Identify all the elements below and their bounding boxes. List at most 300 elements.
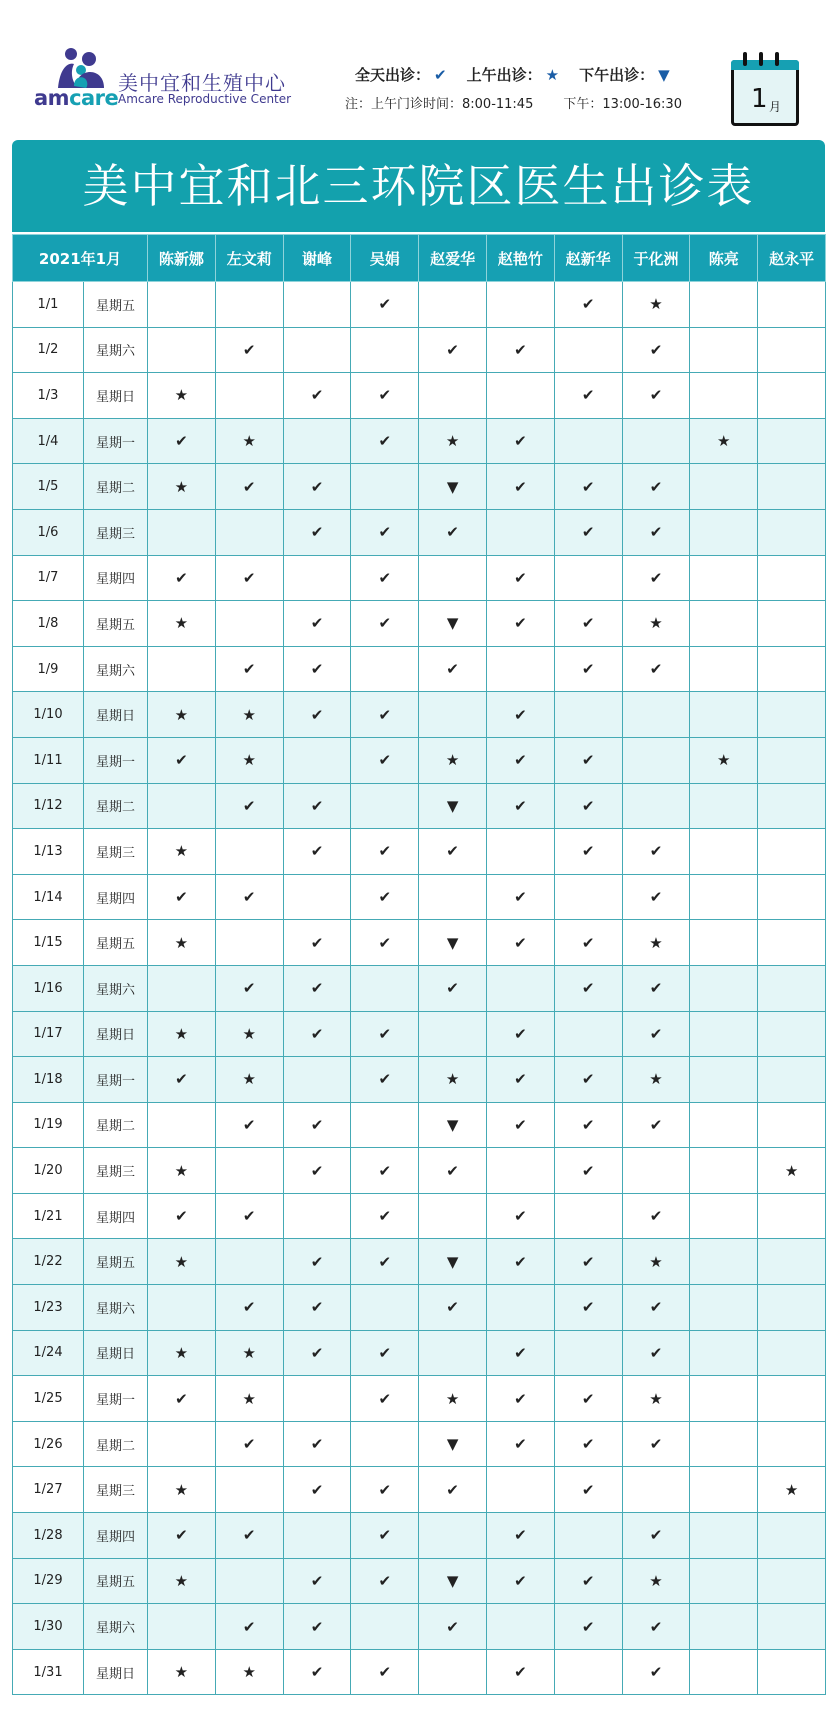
table-row bbox=[13, 1011, 826, 1057]
schedule-cell: ✔ bbox=[622, 1193, 690, 1239]
schedule-cell bbox=[215, 1148, 283, 1194]
schedule-cell bbox=[419, 1193, 487, 1239]
schedule-cell bbox=[486, 1285, 554, 1331]
date-cell: 1/22 bbox=[13, 1239, 84, 1285]
schedule-cell: ✔ bbox=[351, 555, 419, 601]
schedule-cell: ✔ bbox=[351, 1011, 419, 1057]
table-row bbox=[13, 1285, 826, 1331]
date-cell: 1/25 bbox=[13, 1376, 84, 1422]
date-cell: 1/11 bbox=[13, 737, 84, 783]
schedule-cell: ★ bbox=[758, 1467, 826, 1513]
table-row bbox=[13, 783, 826, 829]
table-row bbox=[13, 1558, 826, 1604]
schedule-cell: ★ bbox=[148, 692, 216, 738]
schedule-cell: ✔ bbox=[148, 555, 216, 601]
schedule-cell bbox=[283, 555, 351, 601]
schedule-cell bbox=[758, 1011, 826, 1057]
schedule-cell bbox=[690, 1558, 758, 1604]
schedule-cell bbox=[758, 1285, 826, 1331]
schedule-cell bbox=[148, 1421, 216, 1467]
schedule-cell: ✔ bbox=[215, 1421, 283, 1467]
schedule-cell: ✔ bbox=[554, 1057, 622, 1103]
weekday-cell: 星期一 bbox=[84, 1376, 148, 1422]
date-cell: 1/13 bbox=[13, 829, 84, 875]
schedule-cell: ★ bbox=[148, 1649, 216, 1695]
schedule-cell: ▼ bbox=[419, 464, 487, 510]
schedule-cell: ★ bbox=[148, 1239, 216, 1285]
doctor-header: 左文莉 bbox=[215, 235, 283, 282]
schedule-cell: ✔ bbox=[554, 601, 622, 647]
schedule-cell: ✔ bbox=[351, 282, 419, 328]
schedule-cell: ✔ bbox=[215, 646, 283, 692]
schedule-cell: ★ bbox=[148, 920, 216, 966]
schedule-cell bbox=[486, 965, 554, 1011]
table-header-row bbox=[13, 235, 826, 282]
date-cell: 1/1 bbox=[13, 282, 84, 328]
schedule-cell: ✔ bbox=[554, 965, 622, 1011]
schedule-cell: ✔ bbox=[351, 1148, 419, 1194]
weekday-cell: 星期六 bbox=[84, 1285, 148, 1331]
table-row bbox=[13, 646, 826, 692]
schedule-cell bbox=[758, 1604, 826, 1650]
schedule-cell bbox=[148, 783, 216, 829]
doctor-header: 陈亮 bbox=[690, 235, 758, 282]
date-cell: 1/28 bbox=[13, 1513, 84, 1559]
weekday-cell: 星期一 bbox=[84, 737, 148, 783]
schedule-cell bbox=[758, 737, 826, 783]
schedule-cell: ✔ bbox=[419, 1148, 487, 1194]
schedule-cell bbox=[283, 1193, 351, 1239]
schedule-cell: ✔ bbox=[419, 829, 487, 875]
schedule-cell: ✔ bbox=[622, 1649, 690, 1695]
schedule-cell bbox=[148, 1285, 216, 1331]
schedule-cell bbox=[758, 692, 826, 738]
table-row bbox=[13, 555, 826, 601]
schedule-cell: ✔ bbox=[283, 464, 351, 510]
center-name-cn: 美中宜和生殖中心 bbox=[118, 71, 286, 95]
schedule-cell: ✔ bbox=[351, 692, 419, 738]
schedule-cell: ✔ bbox=[351, 418, 419, 464]
schedule-cell bbox=[554, 1513, 622, 1559]
schedule-body bbox=[13, 282, 826, 1695]
schedule-cell bbox=[690, 373, 758, 419]
schedule-cell: ✔ bbox=[215, 874, 283, 920]
table-row bbox=[13, 1649, 826, 1695]
weekday-cell: 星期二 bbox=[84, 783, 148, 829]
schedule-cell: ✔ bbox=[351, 1193, 419, 1239]
schedule-cell bbox=[622, 1148, 690, 1194]
schedule-cell: ✔ bbox=[351, 1558, 419, 1604]
table-row bbox=[13, 1467, 826, 1513]
table-row bbox=[13, 692, 826, 738]
schedule-cell: ✔ bbox=[486, 1239, 554, 1285]
schedule-cell bbox=[690, 601, 758, 647]
schedule-cell: ✔ bbox=[622, 373, 690, 419]
schedule-cell bbox=[690, 783, 758, 829]
schedule-cell: ★ bbox=[148, 373, 216, 419]
date-cell: 1/17 bbox=[13, 1011, 84, 1057]
schedule-cell bbox=[758, 646, 826, 692]
schedule-cell: ✔ bbox=[351, 920, 419, 966]
schedule-cell: ✔ bbox=[283, 920, 351, 966]
schedule-cell: ✔ bbox=[351, 1513, 419, 1559]
schedule-cell: ✔ bbox=[283, 829, 351, 875]
schedule-cell: ✔ bbox=[283, 965, 351, 1011]
weekday-cell: 星期三 bbox=[84, 509, 148, 555]
schedule-cell: ✔ bbox=[554, 783, 622, 829]
schedule-cell bbox=[758, 373, 826, 419]
schedule-cell bbox=[283, 874, 351, 920]
schedule-cell: ✔ bbox=[622, 464, 690, 510]
schedule-cell: ★ bbox=[148, 1558, 216, 1604]
schedule-cell bbox=[622, 1467, 690, 1513]
schedule-cell: ★ bbox=[215, 418, 283, 464]
schedule-cell bbox=[690, 1604, 758, 1650]
schedule-cell bbox=[690, 692, 758, 738]
legend-afternoon-label: 下午出诊： bbox=[579, 66, 655, 84]
schedule-cell: ✔ bbox=[283, 1604, 351, 1650]
schedule-cell: ✔ bbox=[486, 1011, 554, 1057]
schedule-cell bbox=[419, 1330, 487, 1376]
schedule-cell: ✔ bbox=[283, 1102, 351, 1148]
schedule-cell bbox=[351, 1604, 419, 1650]
schedule-cell bbox=[758, 965, 826, 1011]
schedule-cell bbox=[215, 920, 283, 966]
schedule-cell bbox=[622, 418, 690, 464]
schedule-cell: ✔ bbox=[622, 555, 690, 601]
table-row bbox=[13, 601, 826, 647]
schedule-cell: ✔ bbox=[419, 965, 487, 1011]
schedule-cell: ✔ bbox=[351, 509, 419, 555]
family-logo-icon bbox=[54, 46, 112, 90]
weekday-cell: 星期日 bbox=[84, 692, 148, 738]
schedule-cell: ✔ bbox=[215, 1604, 283, 1650]
schedule-cell bbox=[690, 1102, 758, 1148]
schedule-cell bbox=[554, 1193, 622, 1239]
schedule-cell: ✔ bbox=[554, 1285, 622, 1331]
schedule-cell bbox=[758, 1193, 826, 1239]
schedule-cell: ✔ bbox=[554, 829, 622, 875]
schedule-cell bbox=[554, 418, 622, 464]
schedule-cell bbox=[419, 874, 487, 920]
schedule-cell: ✔ bbox=[554, 1467, 622, 1513]
schedule-cell bbox=[419, 1011, 487, 1057]
schedule-cell: ✔ bbox=[283, 1421, 351, 1467]
schedule-cell: ★ bbox=[215, 1330, 283, 1376]
schedule-cell: ✔ bbox=[554, 509, 622, 555]
schedule-cell bbox=[215, 1558, 283, 1604]
schedule-cell bbox=[148, 327, 216, 373]
schedule-cell: ✔ bbox=[486, 1649, 554, 1695]
date-cell: 1/19 bbox=[13, 1102, 84, 1148]
schedule-cell bbox=[419, 692, 487, 738]
schedule-cell bbox=[148, 1102, 216, 1148]
schedule-cell: ✔ bbox=[622, 1604, 690, 1650]
date-cell: 1/7 bbox=[13, 555, 84, 601]
schedule-cell: ✔ bbox=[419, 1604, 487, 1650]
schedule-cell: ★ bbox=[622, 1558, 690, 1604]
schedule-cell bbox=[148, 282, 216, 328]
schedule-cell: ✔ bbox=[148, 874, 216, 920]
morning-hours: 注：上午门诊时间：8:00-11:45 bbox=[345, 97, 534, 112]
table-row bbox=[13, 829, 826, 875]
afternoon-triangle-icon: ▼ bbox=[658, 66, 670, 84]
schedule-cell bbox=[486, 1604, 554, 1650]
doctor-header: 吴娟 bbox=[351, 235, 419, 282]
schedule-cell: ✔ bbox=[215, 1102, 283, 1148]
schedule-cell bbox=[758, 464, 826, 510]
schedule-cell: ✔ bbox=[486, 1421, 554, 1467]
schedule-cell: ✔ bbox=[419, 327, 487, 373]
doctor-schedule-table bbox=[12, 234, 826, 1695]
schedule-cell: ✔ bbox=[486, 1376, 554, 1422]
date-cell: 1/21 bbox=[13, 1193, 84, 1239]
table-row bbox=[13, 1193, 826, 1239]
schedule-cell bbox=[554, 1649, 622, 1695]
date-cell: 1/6 bbox=[13, 509, 84, 555]
schedule-cell bbox=[283, 418, 351, 464]
schedule-cell bbox=[419, 373, 487, 419]
schedule-cell bbox=[690, 1330, 758, 1376]
schedule-cell: ★ bbox=[148, 1467, 216, 1513]
schedule-cell: ✔ bbox=[419, 1285, 487, 1331]
schedule-cell: ★ bbox=[419, 418, 487, 464]
schedule-cell bbox=[758, 1558, 826, 1604]
schedule-cell bbox=[690, 1011, 758, 1057]
schedule-cell: ✔ bbox=[215, 1193, 283, 1239]
weekday-cell: 星期六 bbox=[84, 327, 148, 373]
schedule-cell bbox=[622, 692, 690, 738]
weekday-cell: 星期三 bbox=[84, 1467, 148, 1513]
schedule-cell: ✔ bbox=[622, 1011, 690, 1057]
schedule-cell: ✔ bbox=[351, 1057, 419, 1103]
weekday-cell: 星期三 bbox=[84, 1148, 148, 1194]
schedule-cell bbox=[554, 1011, 622, 1057]
schedule-cell: ▼ bbox=[419, 1421, 487, 1467]
schedule-cell: ✔ bbox=[283, 692, 351, 738]
schedule-cell: ✔ bbox=[419, 509, 487, 555]
schedule-cell: ✔ bbox=[622, 327, 690, 373]
date-cell: 1/3 bbox=[13, 373, 84, 419]
schedule-cell: ✔ bbox=[486, 1330, 554, 1376]
schedule-cell bbox=[351, 1421, 419, 1467]
legend-full-day-label: 全天出诊： bbox=[355, 66, 431, 84]
schedule-cell: ✔ bbox=[283, 509, 351, 555]
schedule-cell bbox=[283, 327, 351, 373]
schedule-cell bbox=[486, 282, 554, 328]
weekday-cell: 星期四 bbox=[84, 1513, 148, 1559]
date-cell: 1/26 bbox=[13, 1421, 84, 1467]
table-row bbox=[13, 1148, 826, 1194]
schedule-cell: ✔ bbox=[419, 646, 487, 692]
schedule-cell bbox=[690, 327, 758, 373]
schedule-cell: ★ bbox=[622, 282, 690, 328]
schedule-cell: ✔ bbox=[215, 327, 283, 373]
schedule-cell bbox=[351, 646, 419, 692]
schedule-cell bbox=[215, 1239, 283, 1285]
schedule-cell bbox=[758, 829, 826, 875]
table-row bbox=[13, 1239, 826, 1285]
schedule-cell bbox=[486, 829, 554, 875]
schedule-cell bbox=[419, 555, 487, 601]
table-row bbox=[13, 1604, 826, 1650]
table-row bbox=[13, 282, 826, 328]
legend-morning-label: 上午出诊： bbox=[466, 66, 542, 84]
schedule-cell bbox=[690, 509, 758, 555]
calendar-month-char: 月 bbox=[769, 100, 782, 114]
schedule-cell bbox=[758, 1239, 826, 1285]
doctor-header: 赵艳竹 bbox=[486, 235, 554, 282]
schedule-cell bbox=[148, 1604, 216, 1650]
schedule-cell: ✔ bbox=[554, 373, 622, 419]
doctor-header: 赵新华 bbox=[554, 235, 622, 282]
center-name-en: Amcare Reproductive Center bbox=[118, 92, 292, 106]
date-cell: 1/4 bbox=[13, 418, 84, 464]
schedule-cell bbox=[758, 418, 826, 464]
schedule-cell bbox=[283, 1057, 351, 1103]
schedule-cell: ✔ bbox=[215, 965, 283, 1011]
schedule-cell: ✔ bbox=[148, 1057, 216, 1103]
table-row bbox=[13, 920, 826, 966]
schedule-cell bbox=[486, 1467, 554, 1513]
schedule-cell bbox=[758, 783, 826, 829]
schedule-cell: ★ bbox=[690, 737, 758, 783]
table-row bbox=[13, 509, 826, 555]
schedule-cell: ✔ bbox=[486, 692, 554, 738]
schedule-cell bbox=[419, 282, 487, 328]
schedule-cell bbox=[758, 1376, 826, 1422]
schedule-cell bbox=[690, 874, 758, 920]
schedule-cell bbox=[690, 1467, 758, 1513]
date-cell: 1/15 bbox=[13, 920, 84, 966]
schedule-cell: ✔ bbox=[622, 1330, 690, 1376]
schedule-cell bbox=[690, 920, 758, 966]
weekday-cell: 星期一 bbox=[84, 418, 148, 464]
weekday-cell: 星期二 bbox=[84, 1102, 148, 1148]
schedule-cell: ★ bbox=[419, 1376, 487, 1422]
schedule-cell: ★ bbox=[148, 601, 216, 647]
schedule-cell bbox=[758, 282, 826, 328]
schedule-cell bbox=[419, 1649, 487, 1695]
schedule-cell: ✔ bbox=[554, 1604, 622, 1650]
schedule-cell: ✔ bbox=[554, 1376, 622, 1422]
schedule-cell: ✔ bbox=[148, 1376, 216, 1422]
schedule-cell: ✔ bbox=[554, 1239, 622, 1285]
schedule-cell: ✔ bbox=[215, 1285, 283, 1331]
schedule-cell: ★ bbox=[148, 1148, 216, 1194]
table-row bbox=[13, 418, 826, 464]
schedule-cell bbox=[215, 373, 283, 419]
schedule-cell: ✔ bbox=[622, 509, 690, 555]
table-row bbox=[13, 874, 826, 920]
schedule-cell: ★ bbox=[622, 920, 690, 966]
schedule-cell: ✔ bbox=[486, 1558, 554, 1604]
schedule-cell bbox=[351, 464, 419, 510]
weekday-cell: 星期五 bbox=[84, 1558, 148, 1604]
schedule-cell: ✔ bbox=[283, 1239, 351, 1285]
weekday-cell: 星期六 bbox=[84, 1604, 148, 1650]
schedule-cell: ✔ bbox=[148, 1193, 216, 1239]
schedule-cell bbox=[690, 1376, 758, 1422]
schedule-cell: ▼ bbox=[419, 1102, 487, 1148]
weekday-cell: 星期五 bbox=[84, 920, 148, 966]
schedule-cell: ✔ bbox=[554, 1421, 622, 1467]
schedule-cell: ✔ bbox=[283, 646, 351, 692]
full-day-check-icon: ✔ bbox=[434, 66, 447, 84]
schedule-cell: ✔ bbox=[554, 737, 622, 783]
date-cell: 1/29 bbox=[13, 1558, 84, 1604]
title-banner bbox=[12, 140, 825, 232]
doctor-header: 于化洲 bbox=[622, 235, 690, 282]
schedule-cell: ✔ bbox=[486, 327, 554, 373]
schedule-cell bbox=[758, 327, 826, 373]
table-row bbox=[13, 1513, 826, 1559]
schedule-cell bbox=[758, 1421, 826, 1467]
table-row bbox=[13, 1102, 826, 1148]
schedule-cell: ✔ bbox=[351, 1467, 419, 1513]
weekday-cell: 星期日 bbox=[84, 1649, 148, 1695]
date-cell: 1/20 bbox=[13, 1148, 84, 1194]
date-cell: 1/5 bbox=[13, 464, 84, 510]
schedule-cell: ✔ bbox=[554, 1558, 622, 1604]
schedule-cell bbox=[690, 1421, 758, 1467]
schedule-cell bbox=[758, 1330, 826, 1376]
schedule-cell bbox=[690, 282, 758, 328]
schedule-cell: ✔ bbox=[283, 601, 351, 647]
schedule-cell: ★ bbox=[215, 737, 283, 783]
schedule-cell bbox=[622, 783, 690, 829]
weekday-cell: 星期五 bbox=[84, 601, 148, 647]
schedule-cell bbox=[758, 1057, 826, 1103]
schedule-cell bbox=[554, 692, 622, 738]
schedule-cell: ✔ bbox=[486, 1193, 554, 1239]
schedule-cell: ★ bbox=[758, 1148, 826, 1194]
date-cell: 1/30 bbox=[13, 1604, 84, 1650]
schedule-cell: ★ bbox=[148, 464, 216, 510]
schedule-cell: ✔ bbox=[554, 282, 622, 328]
schedule-cell: ✔ bbox=[351, 737, 419, 783]
table-row bbox=[13, 737, 826, 783]
schedule-cell: ▼ bbox=[419, 920, 487, 966]
morning-star-icon: ★ bbox=[545, 66, 560, 84]
schedule-cell bbox=[690, 1239, 758, 1285]
schedule-cell bbox=[351, 965, 419, 1011]
schedule-cell: ✔ bbox=[283, 1148, 351, 1194]
calendar-month-number: 1 bbox=[751, 84, 768, 114]
schedule-cell: ★ bbox=[215, 692, 283, 738]
schedule-cell: ✔ bbox=[486, 1102, 554, 1148]
date-cell: 1/16 bbox=[13, 965, 84, 1011]
schedule-cell bbox=[283, 282, 351, 328]
doctor-header: 陈新娜 bbox=[148, 235, 216, 282]
schedule-cell: ★ bbox=[622, 1057, 690, 1103]
weekday-cell: 星期日 bbox=[84, 1330, 148, 1376]
schedule-cell: ▼ bbox=[419, 1239, 487, 1285]
schedule-cell bbox=[554, 874, 622, 920]
schedule-cell: ✔ bbox=[486, 874, 554, 920]
schedule-cell bbox=[690, 1193, 758, 1239]
table-row bbox=[13, 1330, 826, 1376]
schedule-cell: ★ bbox=[215, 1649, 283, 1695]
schedule-cell bbox=[486, 646, 554, 692]
calendar-icon bbox=[731, 52, 797, 122]
schedule-cell bbox=[758, 920, 826, 966]
schedule-cell: ✔ bbox=[486, 920, 554, 966]
schedule-cell bbox=[215, 282, 283, 328]
schedule-cell bbox=[148, 509, 216, 555]
schedule-cell: ✔ bbox=[486, 737, 554, 783]
date-cell: 1/2 bbox=[13, 327, 84, 373]
